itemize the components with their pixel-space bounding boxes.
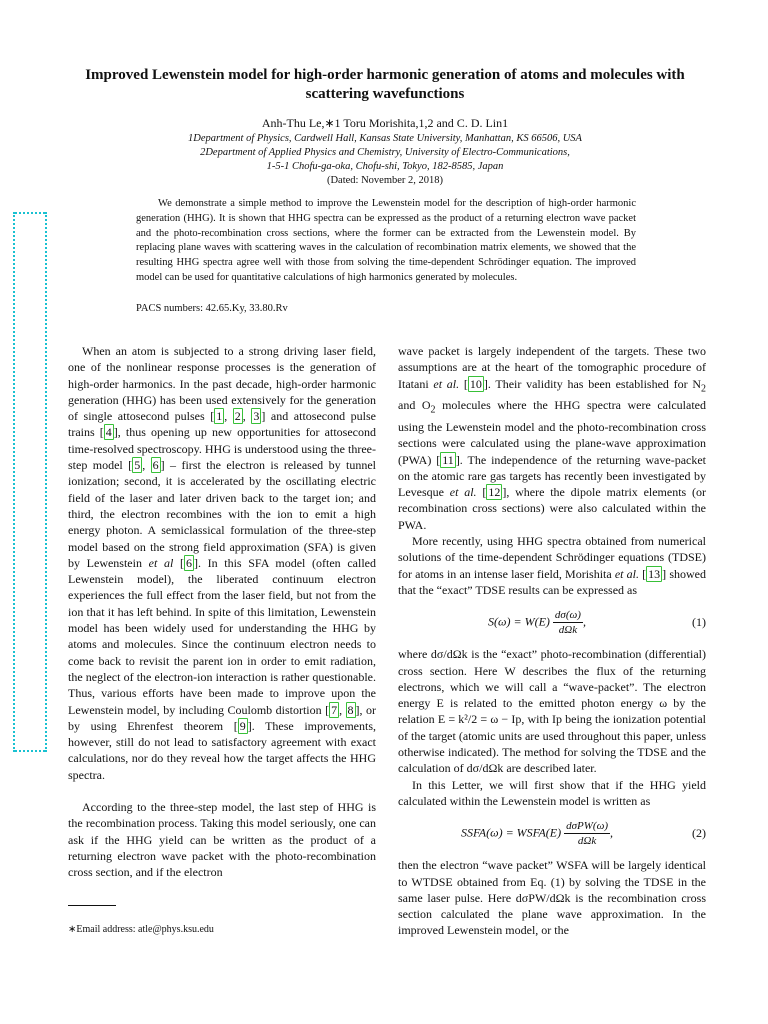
paragraph-intro: When an atom is subjected to a strong driving laser field, one of the nonlinear response processes is the generation of high-order harmonics. In the past decade, high-order harmonic generation (HHG) has been used extensively for the generation of single attosecond pulses [ 1 , 2 , 3 ] and attosecond pulse trains [ 4 ], thus opening up new opportunities for attosecond time-resolved spectroscopy. HHG is understood using the three-step model [ 5 , 6 ] – first the electron is released by tunnel ionization; second, it is accelerated by the oscillating electric field of the laser and later driven back to the target ion; and third, the electron recombines with the ion to emit a high energy photon. A semiclassical formulation of the three-step model based on the strong field approximation (SFA) is given by Lewenstein et al [ 6 ]. In this SFA model (often called Lewenstein model), the liberated continuum electron experiences the full effect from the laser field, but not from the ion that it has left behind. In spite of this limitation, Lewenstein model has been widely used for understanding the HHG by atoms and molecules. Since the continuum electron needs to come back to revisit the parent ion in order to emit radiation, the neglect of the electron-ion interaction is rather questionable. Thus, various efforts have been made to improve upon the Lewenstein model, by including Coulomb distortion [ 7 , 8 ], or by using Ehrenfest theorem [ 9 ]. These improvements, however, still do not lead to satisfactory agreement with exact calculations, nor do they reveal how the target affects the HHG spectra. [68, 344, 377, 782]
left-column [68, 343, 376, 881]
dated-line: (Dated: November 2, 2018) [326, 175, 444, 186]
citation-link[interactable]: 12 [488, 485, 501, 500]
equation-fraction: $\frac{\text{dσPW(ω)}}{\text{dΩk}}$ [566, 819, 608, 847]
citation-link[interactable]: 13 [648, 566, 661, 581]
equation-2: SSFA(ω) = WSFA(E) $\frac{\text{dσPW(ω)}}{\text{dΩk}}$ , (2) [460, 819, 706, 847]
author-list: Anh-Thu Le,∗1 Toru Morishita,1,2 and C. D. Lin1 [261, 116, 509, 130]
footnote-email: ∗Email address: atle@phys.ksu.edu [68, 924, 214, 935]
equation-fraction: $\frac{d\sigma(\omega)}{\text{dΩk}}$ [554, 608, 581, 636]
citation-link[interactable]: 8 [347, 702, 354, 717]
paper-title: Improved Lewenstein model for high-order harmonic generation of atoms and molecules with scattering wavefunctions [85, 67, 685, 102]
footnote-rule [68, 905, 116, 906]
citation-link[interactable]: 6 [185, 555, 192, 570]
citation-link[interactable]: 4 [105, 425, 112, 440]
paragraph-definitions: where dσ/dΩk is the “exact” photo-recombination (differential) cross section. Here W describes the flux of the returning electrons, which we will call a “wave-packet”. The electron energy E is related to the emitted photon energy ω by the relation E = k²/2 = ω − Ip, with Ip being the ionization potential of the target (atomic units are used throughout this paper, unless otherwise indicated). The method for solving the TDSE and the calculation of dσ/dΩk are described later. [398, 647, 706, 776]
arxiv-identifier-strip [13, 212, 47, 752]
paragraph-recombination: According to the three-step model, the last step of HHG is the recombination process. Taking this model seriously, one can ask if the HHG yield can be written as the product of a returning electron wave packet with the photo-recombination cross section, and if the electron [68, 800, 376, 880]
paragraph-this-letter: In this Letter, we will first show that if the HHG yield calculated within the Lewenstein model is written as [398, 777, 706, 808]
right-column [398, 343, 706, 939]
paragraph-tdse: More recently, using HHG spectra obtained from numerical solutions of the time-dependent Schrödinger equations (TDSE) for atoms in an intense laser field, Morishita et al. [ 13 ] showed that the “exact” TDSE results can be expressed as [398, 534, 706, 597]
paragraph-wave-packet: then the electron “wave packet” WSFA will be largely identical to WTDSE obtained from Eq. (1) by solving the TDSE in the same laser pulse. Here dσPW/dΩk is the recombination cross section calculated the plane wave approximation. In the improved Lewenstein model, or the [398, 858, 706, 938]
citation-link[interactable]: 7 [331, 702, 338, 717]
equation-number: (1) [692, 615, 706, 630]
pacs-numbers: PACS numbers: 42.65.Ky, 33.80.Rv [136, 303, 288, 314]
citation-link[interactable]: 3 [253, 409, 260, 424]
citation-link[interactable]: 6 [152, 458, 159, 473]
paragraph-continued: wave packet is largely independent of the targets. These two assumptions are at the heart of the tomographic procedure of Itatani et al. [ 10 ]. Their validity has been established for $N_2$ and $O_2$ molecules where the HHG spectra were calculated using the Lewenstein model and the photo-recombination cross sections were calculated using the plane-wave approximation (PWA) [ 11 ]. The independence of the returning wave-packet on the atomic rare gas targets has recently been investigated by Levesque et al. [ 12 ], where the dipole matrix elements (or recombination cross sections) were also calculated within the PWA. [398, 344, 707, 532]
equation-number: (2) [692, 826, 706, 841]
abstract: We demonstrate a simple method to improve the Lewenstein model for the description of high-order harmonic generation (HHG). It is shown that HHG spectra can be expressed as the product of a returning electron wave packet and the photo-recombination cross sections, where the former can be extracted from the Lewenstein model. By replacing plane waves with scattering waves in the calculation of recombination matrix elements, we showed that the resulting HHG spectra agree well with those from solving the time-dependent Schrödinger equation. The improved model can be used for quantitative calculations of high harmonics generated by molecules. [136, 198, 636, 283]
citation-link[interactable]: 9 [239, 718, 246, 733]
citation-link[interactable]: 2 [234, 409, 241, 424]
equation-1: S(ω) = W(E) $\frac{d\sigma(\omega)}{\text{dΩk}}$ , (1) [488, 608, 706, 636]
affiliation-1: 1Department of Physics, Cardwell Hall, Kansas State University, Manhattan, KS 66506, USA [188, 133, 582, 144]
citation-link[interactable]: 11 [442, 452, 454, 467]
citation-link[interactable]: 5 [134, 458, 141, 473]
affiliation-2-address: 1-5-1 Chofu-ga-oka, Chofu-shi, Tokyo, 182-8585, Japan [266, 161, 504, 172]
citation-link[interactable]: 10 [469, 376, 482, 391]
affiliation-2: 2Department of Applied Physics and Chemistry, University of Electro-Communications, [200, 147, 570, 158]
citation-link[interactable]: 1 [216, 409, 223, 424]
